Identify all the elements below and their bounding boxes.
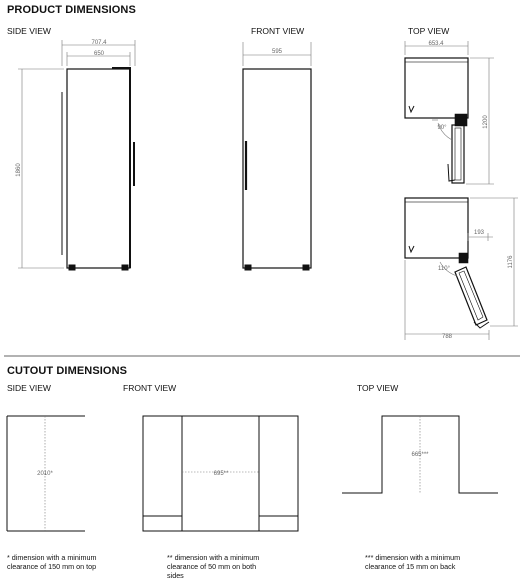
note-side-clearance: ** dimension with a minimum clearance of 50 mm on both sides	[167, 553, 260, 580]
dim-side-depth-total: 707.4	[91, 40, 107, 46]
side-dimension-lines	[18, 40, 135, 268]
cutout-dimensions-title: CUTOUT DIMENSIONS	[7, 365, 128, 377]
front-body-outline	[243, 69, 311, 268]
product-dimensions-title: PRODUCT DIMENSIONS	[7, 4, 136, 16]
dim-top-width-open: 788	[441, 334, 453, 340]
note-top-clearance: * dimension with a minimum clearance of 150 mm on top	[7, 553, 97, 571]
top-door-open-90	[452, 125, 464, 183]
cutout-front-view-label: FRONT VIEW	[123, 383, 177, 393]
side-body-outline	[67, 69, 130, 268]
product-side-view	[62, 68, 134, 270]
dim-front-width: 595	[271, 49, 283, 55]
dim-angle-110: 110°	[438, 266, 450, 272]
dim-top-depth-110: 1176	[508, 255, 514, 269]
side-foot-back	[69, 265, 75, 270]
product-top-view-label: TOP VIEW	[408, 26, 450, 36]
dim-cutout-width: 695**	[213, 471, 229, 477]
front-foot-left	[245, 265, 251, 270]
dim-top-width: 653.4	[428, 41, 444, 47]
top-body-outline-2	[405, 198, 468, 258]
cutout-side-view-label: SIDE VIEW	[7, 383, 51, 393]
dim-top-depth-90: 1200	[483, 115, 489, 129]
product-side-view-label: SIDE VIEW	[7, 26, 51, 36]
top-body-outline	[405, 58, 468, 118]
dim-door-offset: 193	[473, 230, 485, 236]
note-back-clearance: *** dimension with a minimum clearance of 15 mm on back	[365, 553, 461, 571]
top-dimension-lines	[405, 41, 494, 184]
dim-angle-90: 90°	[437, 125, 447, 131]
dim-cutout-depth: 665***	[411, 452, 429, 458]
side-foot-front	[122, 265, 128, 270]
dim-side-depth-body: 650	[93, 51, 105, 57]
dim-height: 1860	[16, 163, 22, 177]
product-top-view-110	[405, 198, 489, 328]
dim-cutout-height: 2010*	[37, 471, 53, 477]
cutout-top-view-label: TOP VIEW	[357, 383, 399, 393]
product-top-view-90	[405, 58, 468, 183]
front-foot-right	[303, 265, 309, 270]
product-front-view	[243, 69, 311, 270]
product-front-view-label: FRONT VIEW	[251, 26, 305, 36]
